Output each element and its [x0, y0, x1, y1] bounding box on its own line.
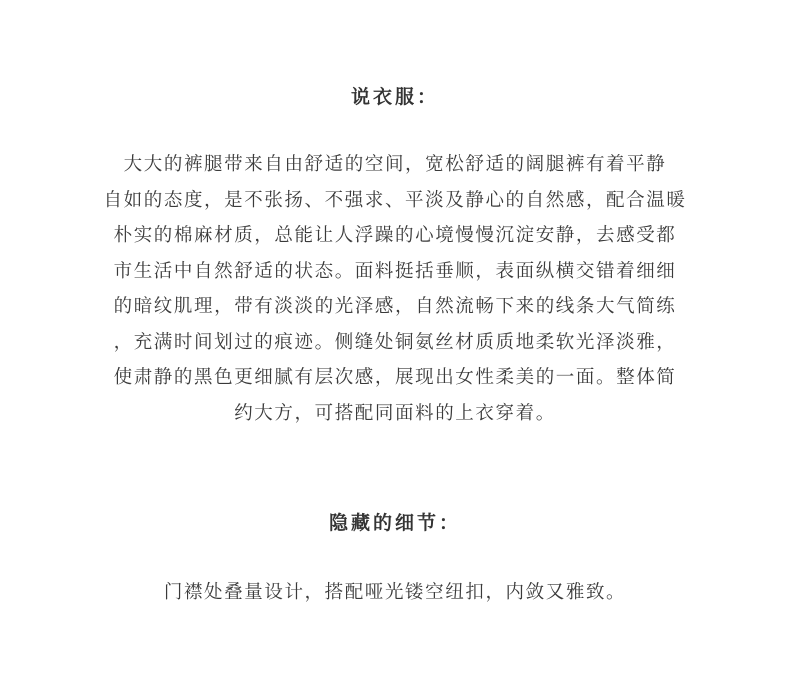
paragraph-line: 的暗纹肌理，带有淡淡的光泽感，自然流畅下来的线条大气简练 [113, 296, 677, 317]
paragraph-line: ，充满时间划过的痕迹。侧缝处铜氨丝材质质地柔软光泽淡雅， [113, 331, 677, 353]
paragraph-line: 使肃静的黑色更细腻有层次感，展现出女性柔美的一面。整体简 [113, 367, 677, 388]
paragraph-line: 门襟处叠量设计，搭配哑光镂空纽扣，内敛又雅致。 [163, 582, 627, 603]
paragraph-line: 自如的态度，是不张扬、不强求、平淡及静心的自然感，配合温暖 [103, 189, 687, 211]
paragraph-line: 朴实的棉麻材质，总能让人浮躁的心境慢慢沉淀安静，去感受都 [113, 225, 677, 246]
section-heading-hidden-details: 隐藏的细节： [328, 512, 461, 534]
paragraph-line: 大大的裤腿带来自由舒适的空间，宽松舒适的阔腿裤有着平静 [123, 154, 667, 175]
clothing-description-paragraph [70, 147, 720, 431]
paragraph-line: 约大方，可搭配同面料的上衣穿着。 [234, 402, 556, 424]
paragraph-line: 市生活中自然舒适的状态。面料挺括垂顺，表面纵横交错着细细 [113, 260, 677, 282]
hidden-details-paragraph [70, 575, 720, 611]
section-heading-clothing: 说衣服： [350, 86, 439, 108]
